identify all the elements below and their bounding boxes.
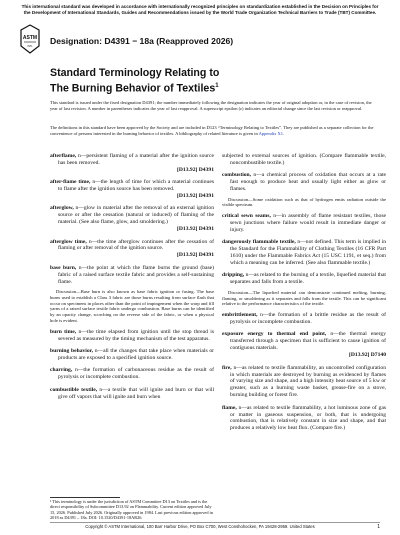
definition: subjected to external sources of ignition. (Compare flammable textile, noncombustible textile.) [222,153,386,166]
term: burning behavior, [50,348,94,355]
term: embrittlement, [222,312,258,319]
discussion-note: Discussion—The liquefied material can demonstrate continued melting, burning, flaming, or smoldering as it separates and falls from the textile. This can be significant relative to the performance characteristics of the textile. [222,289,386,307]
reference: [D13.92] D4391 [177,166,214,173]
term-entry [222,172,386,193]
term-entry [222,405,386,433]
title-line-2 [50,80,219,95]
definition: n—glow in material after the removal of an external ignition source or after the cessation (natural or induced) of flaming of the material. (See also flame, glow, and smoldering.) [58,205,214,226]
reference: [D13.92] D4391 [177,226,214,233]
reference: [D13.92] D4391 [177,252,214,259]
term: combustible textile, [50,386,98,393]
title-line-2-text: The Burning Behavior of Textiles [50,82,216,95]
intro-text: The definitions in this standard have been approved by the Society and are included in D123 “Terminology Relating to Textiles”. They are published as a separate collection for the convenience of persons interested in the burning behavior of textiles. A bibliography of related literature is given in [50,125,374,136]
left-column [50,153,214,406]
term: fire, [222,364,232,371]
definition: n—the time elapsed from ignition until the stop thread is severed as measured by the timing mechanism of the test apparatus. [58,328,215,342]
term: afterglow time, [50,238,87,245]
definition: n—not defined. This term is implied in the Standard for the Flammability of Clothing Textiles (16 CFR Part 1610) under the Flammable Fabrics Act (15 USC 1191, et seq.) from which a meaning can be inferred. (See also flammable textile.) [230,239,386,267]
term: flame, [222,404,237,411]
definition: n—persistent flaming of a material after the ignition source has been removed. [58,153,214,166]
astm-logo [20,24,40,54]
top-notice: This international standard was developed in accordance with internationally recognized principles on standardization established in the Decision on Principles for the Development of International Standards, Guides and Recommendations issued by the World Trade Organization Technical Barriers to Trade (TBT) Committee. [21,4,379,15]
copyright-footer: Copyright © ASTM International, 100 Barr Harbor Drive, PO Box C700, West Conshohocken, PA 19428-2959. United States [85,524,315,529]
definition: n—the length of time for which a material continues to flame after the ignition source has been removed. [58,179,214,193]
term: after-flame time, [50,179,91,186]
term-entry [222,365,386,400]
intro-tail: . [282,130,285,136]
term-entry [50,153,214,174]
term-entry [50,179,214,200]
intro-paragraph [50,125,380,136]
reference: [D13.92] D7140 [349,352,386,359]
definition: n—all the changes that take place when materials or products are exposed to a specified ignition source. [58,348,214,361]
term-entry-continued [222,153,386,167]
term: base burn, [50,264,77,271]
svg-text:ASTM: ASTM [22,35,38,41]
term-entry [50,265,214,286]
term-entry [222,331,386,359]
definition: n—the point at which the flame burns the ground (base) fabric of a raised surface textile fabric and provides a self-sustaining flame. [58,264,214,285]
term: charring, [50,367,73,374]
definition: n—the time afterglow continues after the cessation of flaming or after removal of the ignition source. [58,238,214,252]
title-line-1: Standard Terminology Relating to [50,67,220,79]
term: dangerously flammable textile, [222,239,296,246]
term-entry [50,367,214,381]
definition: n—the formation of carbonaceous residue as the result of pyrolysis or incomplete combustion. [58,367,214,381]
footnote: ¹ This terminology is under the jurisdiction of ASTM Committee D13 on Textiles and is the direct responsibility of Subcommittee D13.92 on Flammability. Current edition approved July 15, 2026. Published July 2026. Originally approved in 1984. Last previous edition approved in 2018 as D4391 – 18a. DOI: 10.1520/D4391-18AR26. [50,499,213,520]
designation: Designation: D4391 − 18a (Reapproved 2026) [50,36,234,46]
discussion-note: Discussion—Some oxidation such as that of hydrogen emits radiation outside the visible spectrum. [222,196,386,208]
title-footnote-marker: 1 [215,82,219,89]
term-entry [50,387,214,401]
definition: n—in assembly of flame resistant textiles, those sewn junctions where failure would result in immediate danger or injury. [230,213,386,233]
right-column [222,153,386,438]
page-number: 1 [377,524,380,530]
footer-divider [50,522,380,523]
page-title [50,67,219,95]
definition: n—a chemical process of oxidation that occurs at a rate fast enough to produce heat and usually light either as glow or flames. [230,172,386,193]
term-entry [50,205,214,233]
term: critical sewn seams, [222,213,271,220]
term: afterglow, [50,205,74,212]
term: dripping, [222,272,245,279]
term-entry [222,272,386,286]
definition: n—as related to the burning of a textile, liquefied material that separates and falls from a textile. [230,272,386,286]
term-entry [50,348,214,362]
term: combustion, [222,172,252,179]
issued-note: This standard is issued under the fixed designation D4391; the number immediately following the designation indicates the year of original adoption or, in the case of revision, the year of last revision. A number in parentheses indicates the year of last reapproval. A superscript epsilon (ε) indicates an editorial change since the last revision or reapproval. [50,100,372,111]
term: burn time, [50,328,77,335]
definition: n—a textile that will ignite and burn or that will give off vapors that will ignite and burn when [58,386,215,400]
term-entry [222,213,386,234]
reference: [D13.92] D4391 [177,193,214,200]
definition: n—the thermal energy transferred through a specimen that is sufficient to cause ignition of contiguous materials. [230,331,386,352]
term-entry [222,312,386,326]
term: exposure energy to thermal end point, [222,331,327,338]
definition: n—as related to textile flammability, an uncontrolled configuration in which materials are destroyed by burning as evidenced by flames of varying size and shape, and a high intensity heat source of 5 kw or greater, such as a burning waste basket, grease-fire on a stove, burning building or forest fire. [230,364,386,399]
definition: n—the formation of a brittle residue as the result of pyrolysis or incomplete combustion. [230,312,386,326]
discussion-note: Discussion—Base burn is also known as base fabric ignition or fusing. The base burns used to establish a Class 3 fabric are those burns resulting from surface flash that occur on specimens in places other than the point of impingement when the warp and fill yarns of a raised surface textile fabric undergo combustion. Base burns can be identified by an opacity change, scorching on the reverse side of the fabric, or when a physical hole is evident. [50,289,214,323]
svg-text:INTL: INTL [27,45,33,48]
term: afterflame, [50,153,77,159]
term-entry [50,239,214,260]
term-entry [50,329,214,343]
definition: n—as related to textile flammability, a hot luminous zone of gas or matter in gaseous suspension, or both, that is undergoing combustion, that is relatively constant in size and shape, and that produces a relatively low heat flux. (Compare fire.) [230,404,386,432]
footnote-divider [50,497,120,498]
appendix-link[interactable]: Appendix X1 [258,130,283,136]
term-entry [222,239,386,267]
